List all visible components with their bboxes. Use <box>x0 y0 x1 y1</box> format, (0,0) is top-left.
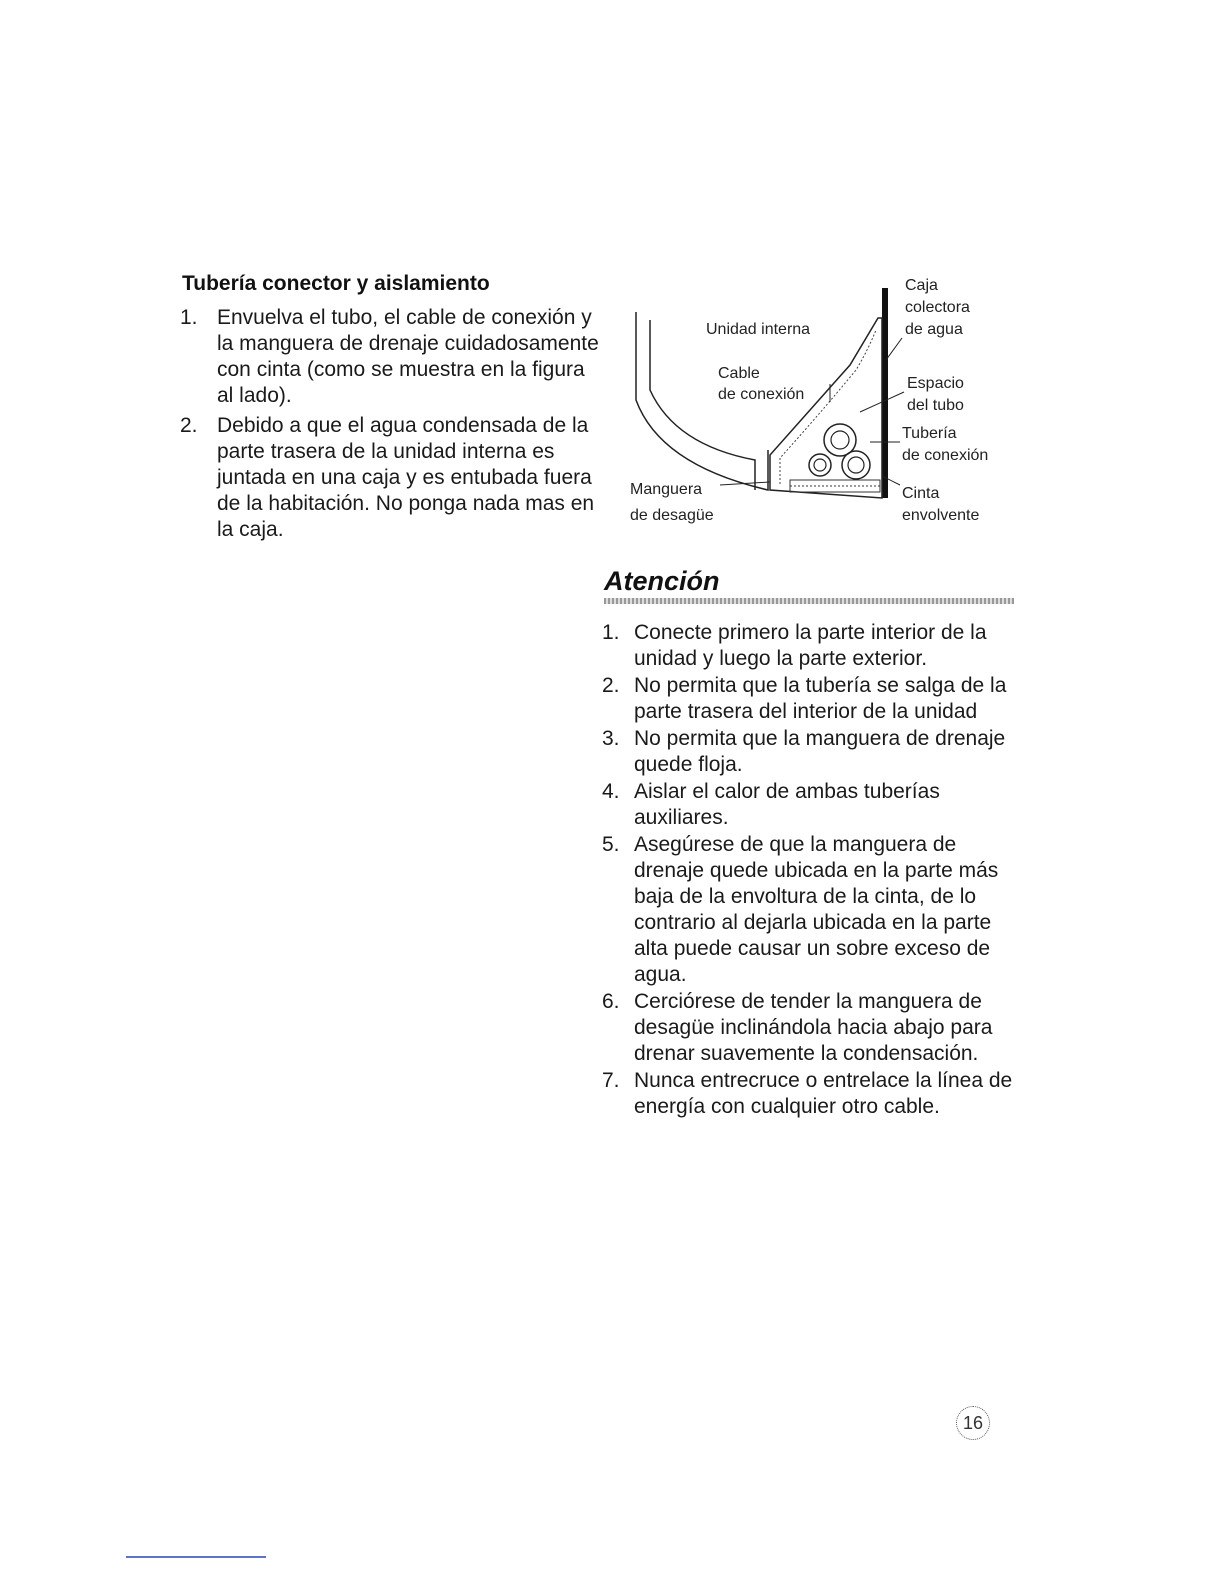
collector-box-wall <box>882 288 888 498</box>
list-item <box>602 779 1022 831</box>
item-number: 6. <box>602 990 620 1013</box>
label-espacio: del tubo <box>907 397 964 414</box>
label-tuberia: de conexión <box>902 447 989 464</box>
item-text: No permita que la tubería se salga de la parte trasera del interior de la unidad <box>634 674 1007 723</box>
list-item <box>602 673 1022 725</box>
label-espacio: Espacio <box>907 375 964 392</box>
bottom-divider <box>126 1556 266 1558</box>
item-number: 5. <box>602 833 620 856</box>
label-tuberia: Tubería <box>902 425 957 442</box>
item-number: 7. <box>602 1069 620 1092</box>
label-caja: Caja <box>905 277 938 294</box>
item-number: 2. <box>602 674 620 697</box>
label-cable: de conexión <box>718 386 805 403</box>
attention-divider <box>604 598 1014 604</box>
label-caja: de agua <box>905 321 963 338</box>
label-cinta: envolvente <box>902 507 980 524</box>
attention-list <box>602 620 1022 1121</box>
list-item <box>602 726 1022 778</box>
page-number: 16 <box>956 1406 990 1440</box>
label-cinta: Cinta <box>902 485 940 502</box>
list-item <box>602 989 1022 1067</box>
list-item <box>180 413 600 543</box>
list-item <box>602 832 1022 988</box>
wrapped-bundle <box>770 318 882 498</box>
item-number: 3. <box>602 727 620 750</box>
list-item <box>180 305 600 409</box>
item-number: 1. <box>180 306 198 329</box>
item-text: Envuelva el tubo, el cable de conexión y la manguera de drenaje cuidadosamente con cinta (como se muestra en la figura al lado). <box>217 306 599 407</box>
label-caja: colectora <box>905 299 970 316</box>
item-number: 4. <box>602 780 620 803</box>
item-text: Debido a que el agua condensada de la parte trasera de la unidad interna es juntada en una caja y es entubada fuera de la habitación. No ponga nada mas en la caja. <box>217 414 595 541</box>
item-text: No permita que la manguera de drenaje quede floja. <box>634 727 1006 776</box>
label-manguera: de desagüe <box>630 507 714 524</box>
item-text: Cerciórese de tender la manguera de desagüe inclinándola hacia abajo para drenar suavemente la condensación. <box>634 990 993 1065</box>
label-cable: Cable <box>718 365 760 382</box>
piping-diagram <box>620 270 1020 540</box>
label-unidad-interna: Unidad interna <box>706 321 811 338</box>
section-title: Tubería conector y aislamiento <box>182 272 490 295</box>
label-manguera: Manguera <box>630 481 703 498</box>
item-number: 1. <box>602 621 620 644</box>
list-item <box>602 1068 1022 1120</box>
instructions-list <box>180 305 600 547</box>
item-text: Nunca entrecruce o entrelace la línea de energía con cualquier otro cable. <box>634 1069 1013 1118</box>
unit-outline-inner <box>650 320 755 490</box>
item-number: 2. <box>180 414 198 437</box>
item-text: Conecte primero la parte interior de la unidad y luego la parte exterior. <box>634 621 987 670</box>
list-item <box>602 620 1022 672</box>
item-text: Aislar el calor de ambas tuberías auxiliares. <box>634 780 940 829</box>
item-text: Asegúrese de que la manguera de drenaje quede ubicada en la parte más baja de la envoltura de la cinta, de lo contrario al dejarla ubicada en la parte alta puede causar un sobre exceso de agua. <box>634 833 999 986</box>
attention-title: Atención <box>604 566 720 596</box>
